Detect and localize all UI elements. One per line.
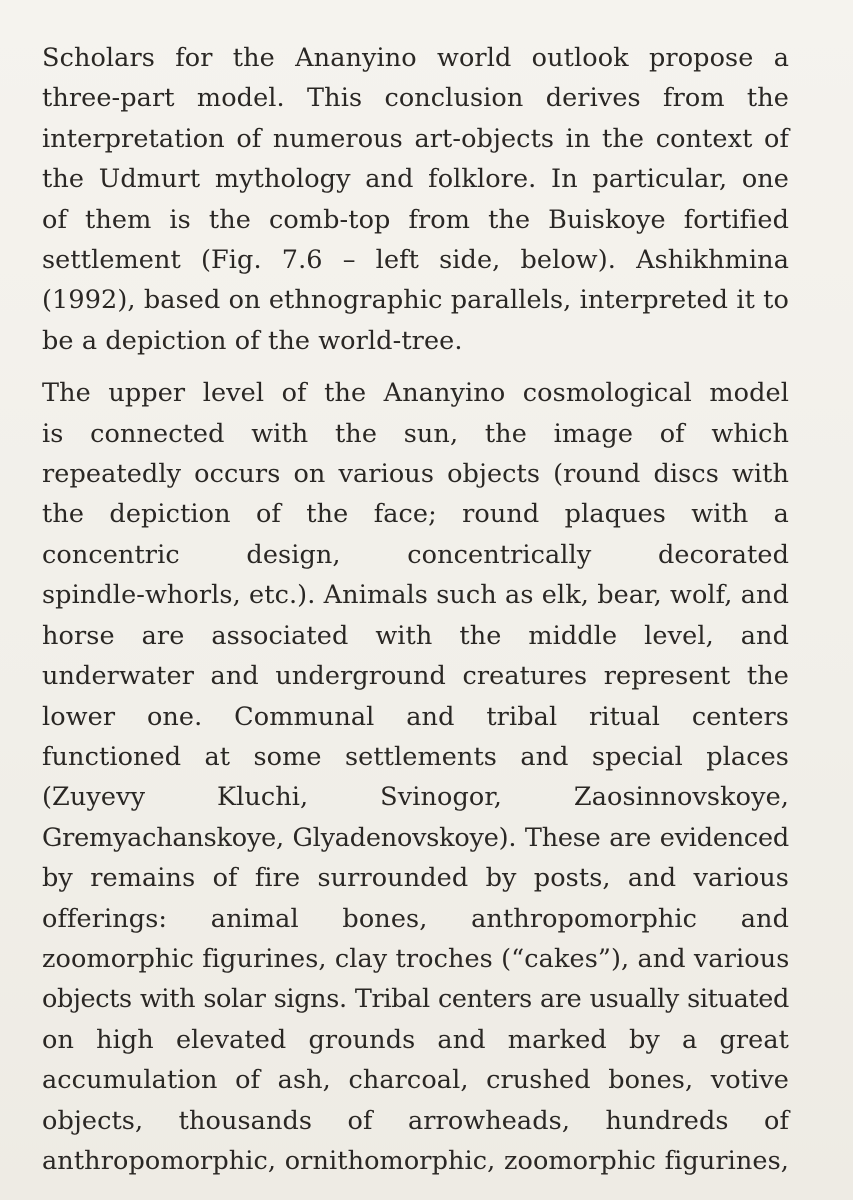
text-line: three-part model. This conclusion derives from the [42, 83, 789, 114]
text-line: be a depiction of the world-tree. [42, 325, 463, 356]
text-line: the Udmurt mythology and folklore. In particular, one [42, 164, 789, 195]
text-line: Scholars for the Ananyino world outlook propose a [42, 43, 789, 73]
text-line: concentric design, concentrically decorated [42, 539, 789, 570]
text-line: settlement (Fig. 7.6 – left side, below). Ashikhmina [42, 245, 789, 276]
text-line: on high elevated grounds and marked by a great [42, 1024, 789, 1055]
text-line: is connected with the sun, the image of which [42, 418, 789, 449]
text-line: the depiction of the face; round plaques with a [42, 499, 789, 530]
text-line: anthropomorphic, ornithomorphic, zoomorphic figurines, [42, 1145, 789, 1176]
text-line: zoomorphic figurines, clay troches (“cakes”), and various [42, 943, 790, 974]
text-line: of them is the comb-top from the Buiskoye fortified [42, 204, 789, 235]
text-line: functioned at some settlements and special places [42, 741, 789, 772]
text-line: underwater and underground creatures represent the [42, 661, 789, 692]
paragraph-cosmological-model [42, 373, 789, 1181]
text-line: The upper level of the Ananyino cosmological model [42, 378, 789, 409]
text-line: repeatedly occurs on various objects (round discs with [42, 459, 789, 490]
text-line: Gremyachanskoye, Glyadenovskoye). These are evidenced [42, 822, 789, 853]
text-line: accumulation of ash, charcoal, crushed bones, votive [42, 1065, 789, 1096]
text-line: spindle-whorls, etc.). Animals such as elk, bear, wolf, and [42, 580, 789, 611]
text-line: objects with solar signs. Tribal centers are usually situated [42, 984, 789, 1015]
paragraph-world-outlook [42, 38, 789, 361]
text-line: interpretation of numerous art-objects in the context of [42, 123, 789, 154]
text-line: (Zuyevy Kluchi, Svinogor, Zaosinnovskoye, [42, 782, 789, 813]
text-line: (1992), based on ethnographic parallels, interpreted it to [42, 285, 789, 316]
text-line: offerings: animal bones, anthropomorphic and [42, 903, 789, 934]
text-line: by remains of fire surrounded by posts, and various [42, 863, 789, 894]
text-line: objects, thousands of arrowheads, hundreds of [42, 1105, 789, 1136]
text-line: horse are associated with the middle level, and [42, 620, 789, 651]
text-line: lower one. Communal and tribal ritual centers [42, 701, 789, 732]
